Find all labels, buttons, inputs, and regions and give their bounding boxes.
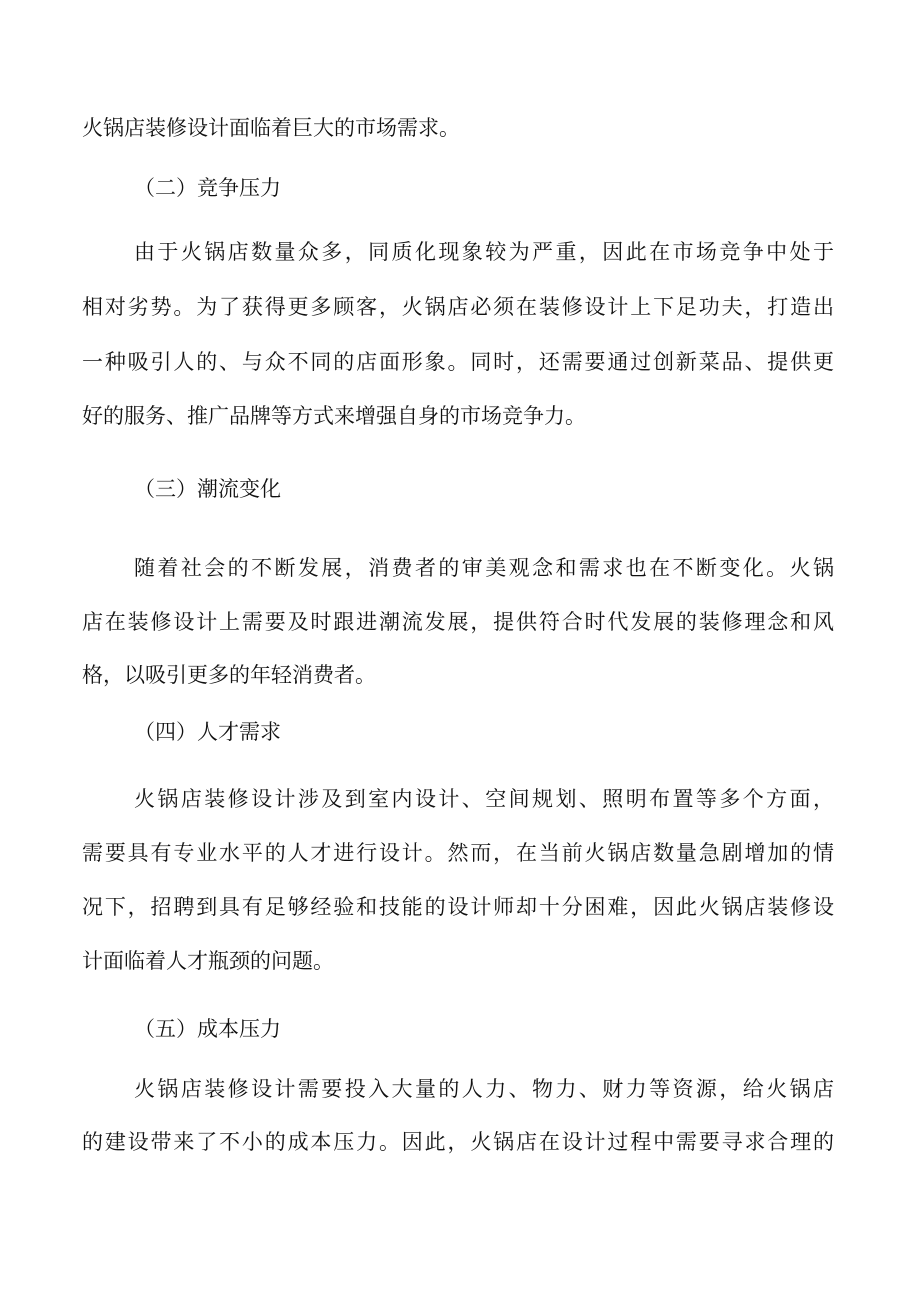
section-heading: （三）潮流变化 xyxy=(134,477,281,501)
paragraph-line: 需要具有专业水平的人才进行设计。然而，在当前火锅店数量急剧增加的情 xyxy=(82,841,834,865)
paragraph-line: 店在装修设计上需要及时跟进潮流发展，提供符合时代发展的装修理念和风 xyxy=(82,610,834,634)
paragraph-line: 格，以吸引更多的年轻消费者。 xyxy=(82,663,376,687)
paragraph-line: 计面临着人才瓶颈的问题。 xyxy=(82,949,334,973)
paragraph-line: 火锅店装修设计涉及到室内设计、空间规划、照明布置等多个方面， xyxy=(134,787,834,811)
paragraph-line: 火锅店装修设计面临着巨大的市场需求。 xyxy=(82,116,460,140)
paragraph-line: 况下，招聘到具有足够经验和技能的设计师却十分困难，因此火锅店装修设 xyxy=(82,895,834,919)
paragraph-line: 相对劣势。为了获得更多顾客，火锅店必须在装修设计上下足功夫，打造出 xyxy=(82,295,834,319)
paragraph-line: 随着社会的不断发展，消费者的审美观念和需求也在不断变化。火锅 xyxy=(134,556,834,580)
paragraph-line: 好的服务、推广品牌等方式来增强自身的市场竞争力。 xyxy=(82,404,586,428)
section-heading: （五）成本压力 xyxy=(134,1017,281,1041)
paragraph-line: 的建设带来了不小的成本压力。因此，火锅店在设计过程中需要寻求合理的 xyxy=(82,1130,834,1154)
paragraph-line: 一种吸引人的、与众不同的店面形象。同时，还需要通过创新菜品、提供更 xyxy=(82,350,834,374)
paragraph-line: 火锅店装修设计需要投入大量的人力、物力、财力等资源，给火锅店 xyxy=(134,1077,834,1101)
section-heading: （二）竞争压力 xyxy=(134,176,281,200)
paragraph-line: 由于火锅店数量众多，同质化现象较为严重，因此在市场竞争中处于 xyxy=(134,240,834,264)
section-heading: （四）人才需求 xyxy=(134,720,281,744)
